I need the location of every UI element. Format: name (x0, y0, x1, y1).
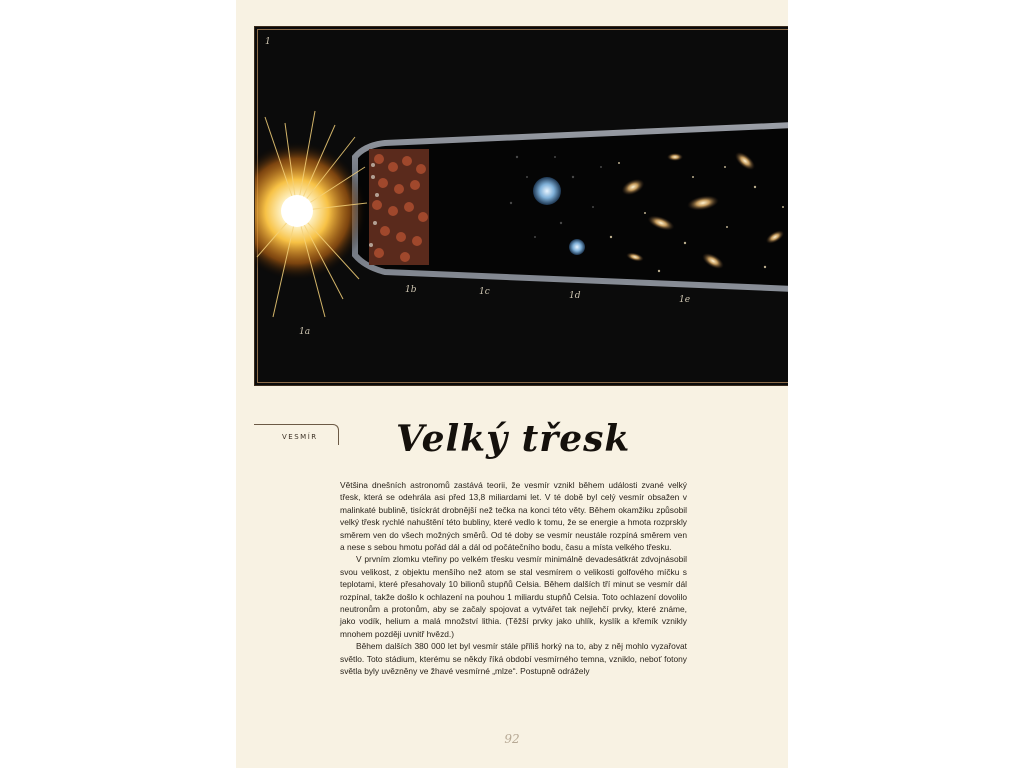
label-1a: 1a (299, 327, 311, 337)
label-1d: 1d (569, 291, 581, 301)
big-bang-artwork (255, 27, 788, 385)
big-bang-illustration (254, 26, 788, 386)
label-1e: 1e (679, 295, 691, 305)
figure-number: 1 (265, 37, 271, 47)
paragraph: Během dalších 380 000 let byl vesmír stále příliš horký na to, aby z něj mohlo vyzařovat světlo. Toto stádium, kterému se někdy říká období vesmírného temna, vzniklo, neboť fotony světla byly uvězněny ve žhavé vesmírné „mlze“. Postupně odrážely (340, 641, 687, 677)
section-label: VESMÍR (282, 433, 318, 441)
section-tab (254, 424, 339, 445)
paragraph: Většina dnešních astronomů zastává teorii, že vesmír vznikl během události zvané velký třesk, která se odehrála asi před 13,8 miliardami let. V té době byl celý vesmír obsažen v malinkaté bublině, tisíckrát drobnější než tečka na konci této věty. Během okamžiku způsobil velký třesk rychlé nahuštění této bubliny, které vedlo k tomu, že se energie a hmota rozprskly směrem ven do všech možných směrů. Od té doby se vesmír neustále rozpíná směrem ven a nese s sebou hmotu pořád dál a dál od počátečního bodu, času a místa velkého třesku. (340, 480, 687, 553)
label-1b: 1b (405, 285, 417, 295)
body-text (340, 479, 687, 678)
page-title: Velký třesk (396, 418, 631, 460)
paragraph: V prvním zlomku vteřiny po velkém třesku vesmír minimálně devadesátkrát zdvojnásobil svou velikost, z objektu menšího než atom se stal vesmírem o velikosti golfového míčku s teplotami, které přesahovaly 10 bilionů stupňů Celsia. Během dalších tří minut se vesmír dál rozpínal, takže došlo k ochlazení na pouhou 1 miliardu stupňů Celsia. Toto ochlazení dovolilo neutronům a protonům, aby se začaly spojovat a vytvářet tak nejlehčí prvky, které známe, jako vodík, helium a malá množství lithia. (Těžší prvky jako uhlík, kyslík a křemík vznikly mnohem později uvnitř hvězd.) (340, 554, 687, 639)
label-1c: 1c (479, 287, 490, 297)
book-page (236, 0, 788, 768)
page-number: 92 (504, 732, 520, 746)
